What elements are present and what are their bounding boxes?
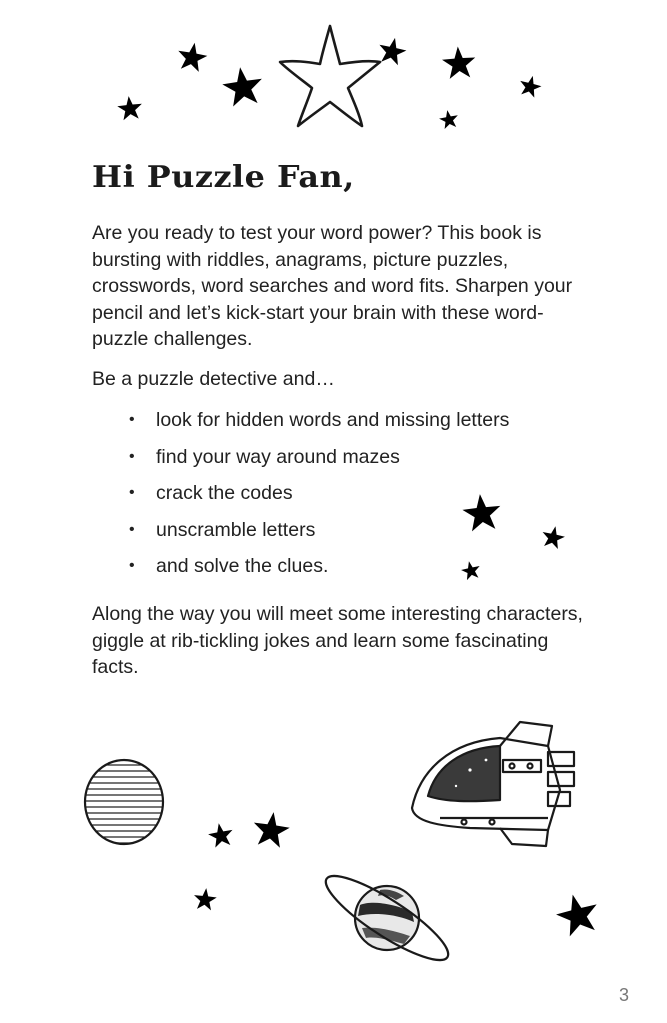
list-item: [126, 479, 509, 516]
planet-icon: [85, 760, 163, 844]
ringed-planet-icon: [317, 864, 457, 973]
list-item: [126, 406, 509, 443]
star-icon: [116, 95, 143, 121]
list-item-text: unscramble letters: [156, 518, 316, 541]
star-icon: [441, 45, 476, 79]
activity-list: [126, 406, 509, 589]
star-icon: [552, 890, 602, 939]
list-item: [126, 443, 509, 480]
bullet-icon: •: [129, 411, 135, 428]
intro-paragraph: Are you ready to test your word power? This book is bursting with riddles, anagrams, picture puzzles, crosswords, word searches and word fits. Sharpen your pencil and let’s kick-start your brain with these word-puzzle challenges.: [92, 222, 573, 350]
list-item-text: and solve the clues.: [156, 555, 329, 578]
list-item-text: find your way around mazes: [156, 445, 400, 468]
star-icon: [540, 524, 567, 550]
outro-paragraph: Along the way you will meet some interesting characters, giggle at rib-tickling jokes and learn some fascinating facts.: [92, 603, 583, 678]
list-item: [126, 552, 509, 589]
bullet-icon: •: [129, 557, 135, 575]
star-icon: [220, 64, 265, 107]
bullet-icon: •: [129, 520, 135, 538]
bullet-icon: •: [129, 484, 135, 502]
lead-text: Be a puzzle detective and…: [92, 368, 335, 390]
page-title: Hi Puzzle Fan,: [92, 160, 355, 195]
bullet-icon: •: [129, 447, 135, 465]
star-icon: [193, 887, 218, 911]
star-icon: [517, 73, 543, 98]
star-icon: [438, 109, 460, 130]
star-icon: [175, 40, 209, 73]
list-item-text: look for hidden words and missing letters: [156, 409, 510, 431]
list-item-text: crack the codes: [156, 482, 293, 505]
star-icon: [251, 810, 292, 849]
star-icon: [207, 821, 235, 848]
page-number: 3: [619, 985, 630, 1005]
spaceship-icon: [412, 722, 574, 846]
star-icon: [280, 26, 380, 126]
list-item: [126, 516, 509, 553]
